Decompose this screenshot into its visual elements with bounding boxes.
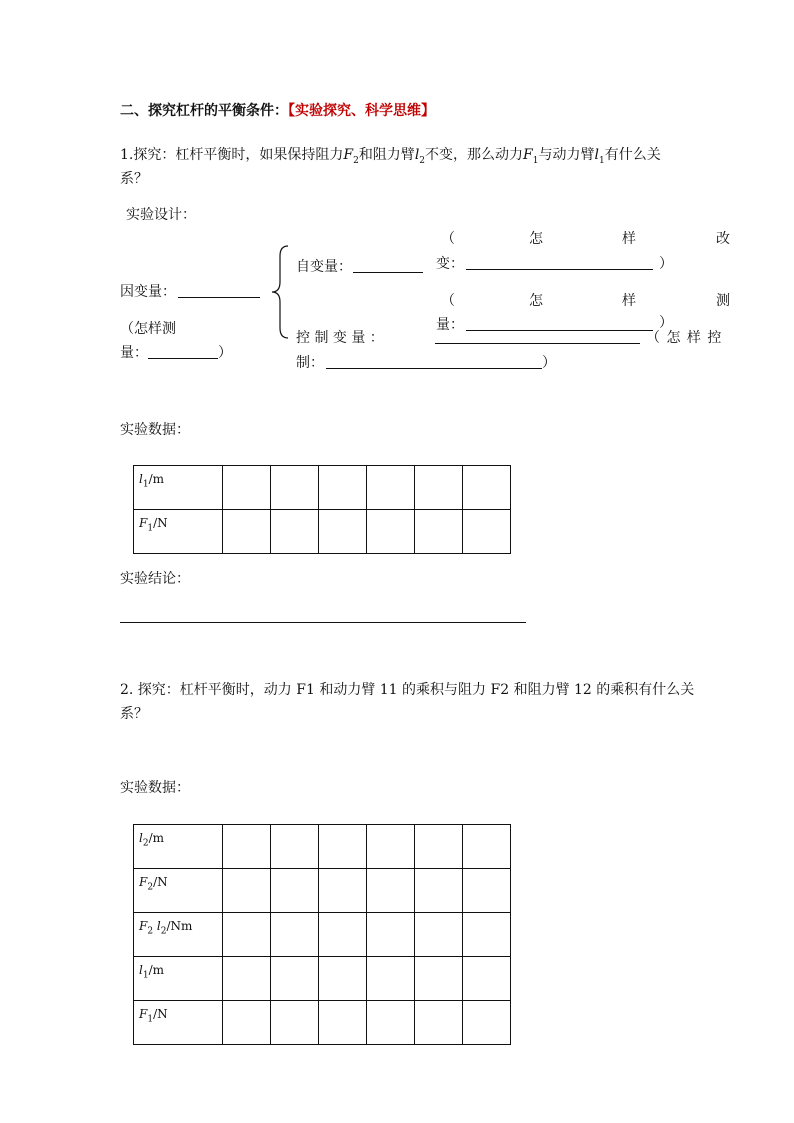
conclusion-label: 实验结论： (120, 571, 190, 587)
how-measure-label-2: 量： (120, 345, 148, 361)
measure-end: 量： (436, 317, 464, 333)
data-cell[interactable] (463, 1001, 511, 1045)
row-label: $l_1/m$ (134, 466, 223, 510)
data-cell[interactable] (415, 510, 463, 554)
data-cell[interactable] (463, 957, 511, 1001)
measure-char-2: 样 (622, 293, 636, 309)
data-cell[interactable] (319, 957, 367, 1001)
data-cell[interactable] (271, 825, 319, 869)
data-cell[interactable] (415, 913, 463, 957)
measure-open: （ (441, 293, 455, 309)
data-cell[interactable] (367, 825, 415, 869)
data-cell[interactable] (415, 466, 463, 510)
data-cell[interactable] (223, 957, 271, 1001)
change-close-paren: ） (659, 256, 673, 272)
data-cell[interactable] (367, 913, 415, 957)
measure-char-3: 测 (716, 293, 730, 309)
data-cell[interactable] (271, 510, 319, 554)
question-2-line-1: 2. 探究：杠杆平衡时，动力 F1 和动力臂 11 的乘积与阻力 F2 和阻力臂 12 的乘积有什么关 (120, 682, 695, 698)
data-table-2 (133, 824, 511, 1045)
how-measure-label-1: （怎样测 (120, 321, 176, 337)
design-label: 实验设计： (126, 207, 196, 223)
how-measure-blank[interactable] (148, 358, 218, 359)
data-cell[interactable] (367, 466, 415, 510)
data-cell[interactable] (271, 957, 319, 1001)
change-end: 变： (436, 256, 464, 272)
control-how-label: （ 怎 样 控 (646, 330, 723, 346)
data-cell[interactable] (319, 466, 367, 510)
change-char-1: 怎 (529, 231, 543, 247)
data-cell[interactable] (223, 825, 271, 869)
data-table-1 (133, 465, 511, 554)
dependent-variable-blank[interactable] (178, 297, 260, 298)
data-cell[interactable] (223, 869, 271, 913)
data-cell[interactable] (415, 825, 463, 869)
row-label: $l_1/m$ (134, 957, 223, 1001)
data-cell[interactable] (367, 1001, 415, 1045)
data-cell[interactable] (367, 869, 415, 913)
data-cell[interactable] (319, 510, 367, 554)
curly-brace-icon (268, 244, 292, 340)
close-paren: ） (218, 345, 232, 361)
row-label: $F_1/N$ (134, 510, 223, 554)
independent-variable-label: 自变量： (296, 259, 352, 275)
row-label: $l_2/m$ (134, 825, 223, 869)
data-cell[interactable] (319, 825, 367, 869)
table-row (134, 957, 511, 1001)
data-cell[interactable] (415, 1001, 463, 1045)
data-cell[interactable] (271, 466, 319, 510)
question-2-line-2: 系？ (120, 706, 148, 722)
table-row (134, 510, 511, 554)
how-measure-independent-blank[interactable] (466, 330, 653, 331)
data-cell[interactable] (319, 869, 367, 913)
data-cell[interactable] (223, 510, 271, 554)
data-cell[interactable] (223, 1001, 271, 1045)
data-cell[interactable] (319, 913, 367, 957)
data-cell[interactable] (271, 913, 319, 957)
question-1-line-1: 1.探究：杠杆平衡时，如果保持阻力$F_2$和阻力臂$l_2$不变，那么动力$F_1$与动力臂$l_1$有什么关 (120, 147, 661, 166)
data-cell[interactable] (463, 466, 511, 510)
dependent-variable-label: 因变量： (120, 284, 176, 300)
table-row (134, 1001, 511, 1045)
data-cell[interactable] (463, 869, 511, 913)
section-title: 二、探究杠杆的平衡条件：【实验探究、科学思维】 (120, 103, 435, 119)
table-row (134, 869, 511, 913)
data-cell[interactable] (271, 869, 319, 913)
data-cell[interactable] (463, 510, 511, 554)
data-cell[interactable] (463, 825, 511, 869)
change-open: （ (441, 231, 455, 247)
change-char-2: 样 (622, 231, 636, 247)
table-row (134, 913, 511, 957)
data-cell[interactable] (271, 1001, 319, 1045)
data-cell[interactable] (223, 466, 271, 510)
measure-char-1: 怎 (529, 293, 543, 309)
change-char-3: 改 (716, 231, 730, 247)
conclusion-blank[interactable] (120, 622, 526, 623)
row-label: $F_1/N$ (134, 1001, 223, 1045)
question-1-line-2: 系？ (120, 171, 148, 187)
data-cell[interactable] (463, 913, 511, 957)
row-label: $F_2$ $l_2/Nm$ (134, 913, 223, 957)
how-change-blank[interactable] (466, 269, 653, 270)
data-cell[interactable] (367, 510, 415, 554)
table-row (134, 466, 511, 510)
data-cell[interactable] (367, 957, 415, 1001)
data-label-2: 实验数据： (120, 780, 190, 796)
data-cell[interactable] (223, 913, 271, 957)
control-variable-blank[interactable] (435, 343, 640, 344)
row-label: $F_2/N$ (134, 869, 223, 913)
section-tag: 【实验探究、科学思维】 (288, 103, 435, 119)
control-variable-label: 控 制 变 量 ： (296, 330, 384, 346)
data-label-1: 实验数据： (120, 422, 190, 438)
table-row (134, 825, 511, 869)
how-control-blank[interactable] (326, 368, 542, 369)
independent-variable-blank[interactable] (353, 272, 423, 273)
data-cell[interactable] (319, 1001, 367, 1045)
data-cell[interactable] (415, 869, 463, 913)
measure-close-paren: ） (659, 315, 673, 331)
data-cell[interactable] (415, 957, 463, 1001)
control-end: 制： (296, 355, 324, 371)
control-close-paren: ） (542, 355, 556, 371)
